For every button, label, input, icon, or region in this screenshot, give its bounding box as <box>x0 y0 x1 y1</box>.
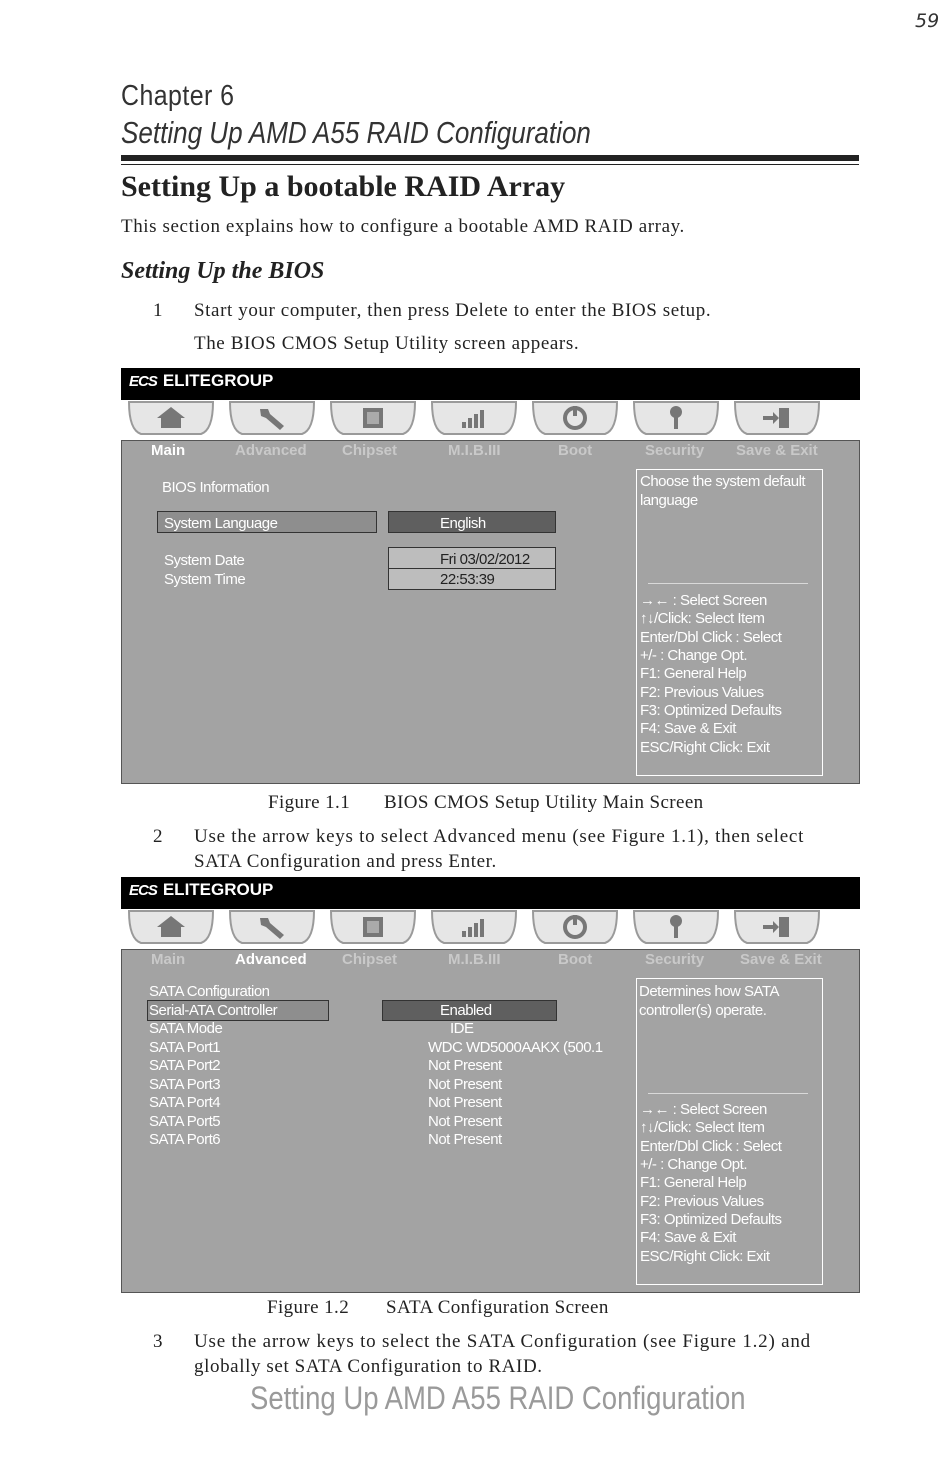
brand-name: ELITEGROUP <box>162 880 274 899</box>
step-number: 3 <box>153 1331 163 1352</box>
tab-boot[interactable]: Boot <box>558 951 593 968</box>
tab-mib[interactable]: M.I.B.III <box>448 442 501 459</box>
page-footer: Setting Up AMD A55 RAID Configuration <box>250 1380 746 1416</box>
chapter-number: Chapter 6 <box>121 80 235 112</box>
tab-chipset[interactable]: Chipset <box>342 951 398 968</box>
home-icon[interactable] <box>127 909 215 947</box>
sata-port-label: SATA Port1 <box>149 1039 221 1056</box>
sata-port-value: Not Present <box>428 1113 502 1130</box>
bios-information-heading: BIOS Information <box>162 479 270 496</box>
help-key: F4: Save & Exit <box>640 720 736 737</box>
bios-title-bar <box>121 877 860 909</box>
tab-advanced[interactable]: Advanced <box>235 951 307 968</box>
sata-mode-label: SATA Mode <box>149 1020 223 1037</box>
ecs-logo: ECS <box>129 373 157 390</box>
figure-caption-text: SATA Configuration Screen <box>386 1297 609 1318</box>
chart-icon[interactable] <box>430 400 518 438</box>
help-key: F4: Save & Exit <box>640 1229 736 1246</box>
serial-ata-controller-value: Enabled <box>440 1002 492 1019</box>
step-number: 2 <box>153 826 163 847</box>
brand <box>129 880 273 900</box>
help-key: Enter/Dbl Click : Select <box>640 1138 782 1155</box>
chip-icon[interactable] <box>329 909 417 947</box>
tab-security[interactable]: Security <box>645 442 705 459</box>
tab-chipset[interactable]: Chipset <box>342 442 398 459</box>
sata-port-label: SATA Port5 <box>149 1113 221 1130</box>
help-key: F1: General Help <box>640 1174 747 1191</box>
key-icon[interactable] <box>632 909 720 947</box>
serial-ata-controller-label: Serial-ATA Controller <box>149 1002 278 1019</box>
figure-caption-label: Figure 1.2 <box>267 1297 350 1318</box>
sata-port-label: SATA Port2 <box>149 1057 221 1074</box>
figure-caption-text: BIOS CMOS Setup Utility Main Screen <box>384 792 704 813</box>
step-text: Use the arrow keys to select the SATA Configuration (see Figure 1.2) and <box>194 1331 811 1352</box>
section-title: Setting Up a bootable RAID Array <box>121 170 566 203</box>
help-description: controller(s) operate. <box>639 1002 767 1019</box>
chapter-rule <box>121 155 859 161</box>
sata-port-value: WDC WD5000AAKX (500.1 <box>428 1039 603 1056</box>
tab-security[interactable]: Security <box>645 951 705 968</box>
tab-boot[interactable]: Boot <box>558 442 593 459</box>
help-key: ↑↓/Click: Select Item <box>640 1119 765 1136</box>
help-description: Determines how SATA <box>639 983 779 1000</box>
tab-main[interactable]: Main <box>151 442 186 459</box>
system-language-value: English <box>440 515 486 532</box>
sata-port-value: Not Present <box>428 1094 502 1111</box>
sata-configuration-heading: SATA Configuration <box>149 983 270 1000</box>
help-divider <box>648 583 808 584</box>
sata-port-label: SATA Port3 <box>149 1076 221 1093</box>
help-key: F2: Previous Values <box>640 1193 764 1210</box>
help-description: language <box>640 492 698 509</box>
wrench-icon[interactable] <box>228 400 316 438</box>
tab-save-exit[interactable]: Save & Exit <box>736 442 818 459</box>
step-text: SATA Configuration and press Enter. <box>194 851 497 872</box>
step-text: Use the arrow keys to select Advanced menu (see Figure 1.1), then select <box>194 826 805 847</box>
system-date-label: System Date <box>164 552 245 569</box>
tab-mib[interactable]: M.I.B.III <box>448 951 501 968</box>
sata-port-value: Not Present <box>428 1076 502 1093</box>
home-icon[interactable] <box>127 400 215 438</box>
system-time-value: 22:53:39 <box>440 571 495 588</box>
system-language-label: System Language <box>164 515 278 532</box>
bios-screen-advanced <box>121 877 860 1293</box>
sata-port-value: Not Present <box>428 1131 502 1148</box>
chapter-rule-thin <box>121 164 859 165</box>
help-key: ESC/Right Click: Exit <box>640 1248 770 1265</box>
wrench-icon[interactable] <box>228 909 316 947</box>
step-number: 1 <box>153 300 163 321</box>
help-divider <box>648 1093 808 1094</box>
brand <box>129 371 273 391</box>
step-text: The BIOS CMOS Setup Utility screen appears. <box>194 333 580 354</box>
intro-paragraph: This section explains how to configure a bootable AMD RAID array. <box>121 216 685 237</box>
system-time-label: System Time <box>164 571 246 588</box>
help-key: ↑↓/Click: Select Item <box>640 610 765 627</box>
help-key: F2: Previous Values <box>640 684 764 701</box>
chip-icon[interactable] <box>329 400 417 438</box>
exit-icon[interactable] <box>733 400 821 438</box>
help-key: F3: Optimized Defaults <box>640 702 782 719</box>
bios-screen-main <box>121 368 860 784</box>
chart-icon[interactable] <box>430 909 518 947</box>
sata-port-label: SATA Port4 <box>149 1094 221 1111</box>
bios-title-bar <box>121 368 860 400</box>
sata-port-label: SATA Port6 <box>149 1131 221 1148</box>
step-text: globally set SATA Configuration to RAID. <box>194 1356 543 1377</box>
page-number: 59 <box>915 10 940 32</box>
help-key: F3: Optimized Defaults <box>640 1211 782 1228</box>
tab-advanced[interactable]: Advanced <box>235 442 307 459</box>
key-icon[interactable] <box>632 400 720 438</box>
power-icon[interactable] <box>531 400 619 438</box>
tab-save-exit[interactable]: Save & Exit <box>740 951 822 968</box>
subsection-title: Setting Up the BIOS <box>121 258 325 284</box>
help-key: F1: General Help <box>640 665 747 682</box>
help-key: +/- : Change Opt. <box>640 1156 747 1173</box>
help-description: Choose the system default <box>640 473 806 490</box>
sata-mode-value[interactable]: IDE <box>450 1020 474 1037</box>
chapter-title: Setting Up AMD A55 RAID Configuration <box>121 115 591 150</box>
figure-caption-label: Figure 1.1 <box>268 792 351 813</box>
power-icon[interactable] <box>531 909 619 947</box>
help-key: ESC/Right Click: Exit <box>640 739 770 756</box>
system-date-value: Fri 03/02/2012 <box>440 551 530 568</box>
sata-port-value: Not Present <box>428 1057 502 1074</box>
brand-name: ELITEGROUP <box>162 371 274 390</box>
help-key: →← : Select Screen <box>640 592 767 609</box>
tab-main[interactable]: Main <box>151 951 186 968</box>
help-key: Enter/Dbl Click : Select <box>640 629 782 646</box>
exit-icon[interactable] <box>733 909 821 947</box>
bios-body <box>121 949 860 1293</box>
help-key: +/- : Change Opt. <box>640 647 747 664</box>
step-text: Start your computer, then press Delete to enter the BIOS setup. <box>194 300 712 321</box>
ecs-logo: ECS <box>129 882 157 899</box>
help-key: →← : Select Screen <box>640 1101 767 1118</box>
bios-body <box>121 440 860 784</box>
